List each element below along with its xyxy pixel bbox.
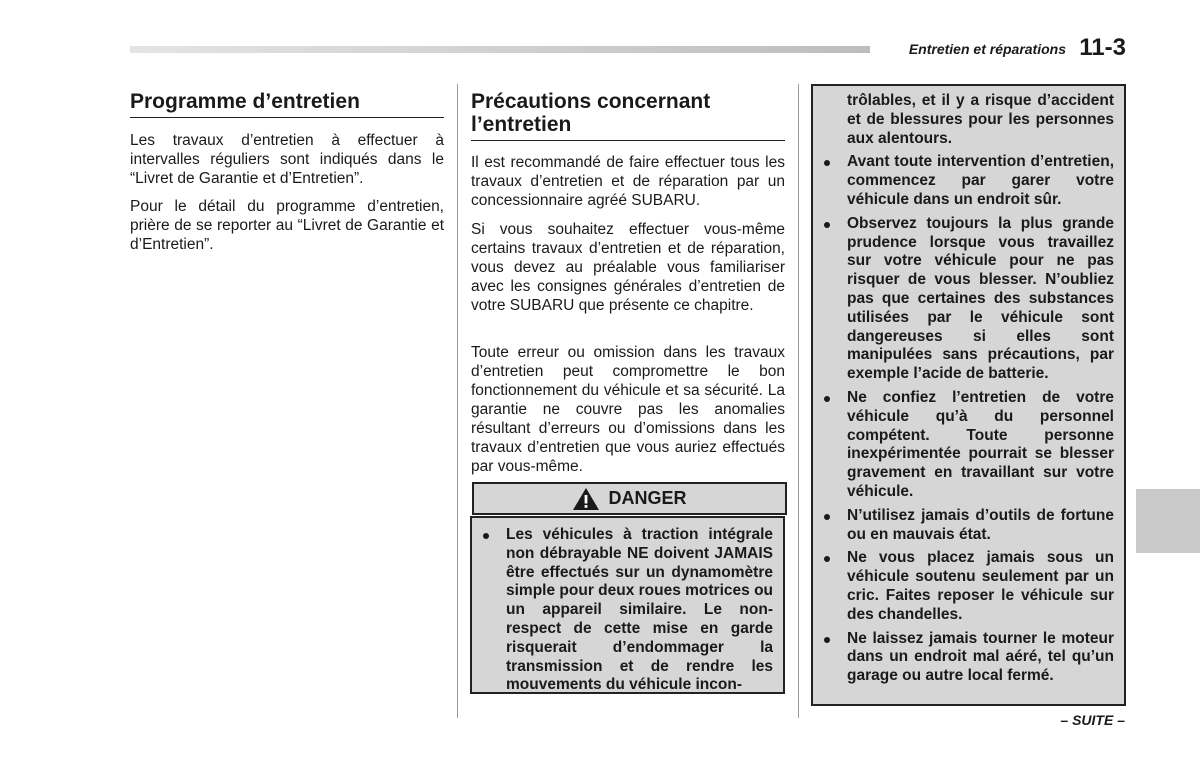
column-divider — [457, 84, 458, 718]
danger-continuation-text: trôlables, et il y a risque d’accident et de blessures pour les personnes aux alentours. — [847, 92, 1114, 147]
bullet-dot — [824, 160, 830, 166]
danger-item-text: Les véhicules à traction intégrale non débrayable NE doivent JAMAIS être effectués sur un dynamomètre simple pour deux roues motrices ou un appareil similaire. Le non-respect de cette mise en garde risquerait d’endommager la transmission et de rendre les mouvements du véhicule incon- — [506, 526, 774, 694]
danger-label: DANGER — [608, 488, 687, 508]
danger-item-text: Ne confiez l’entretien de votre véhicule qu’à du personnel compétent. Toute personne inexpérimentée pourrait se blesser gravement en travaillant sur votre véhicule. — [847, 388, 1114, 500]
danger-list-item — [472, 526, 773, 695]
paragraph: Il est recommandé de faire effectuer tous les travaux d’entretien et de réparation par un concessionnaire agréé SUBARU. — [471, 154, 785, 209]
section-title-maintenance-precautions: Précautions concernant l’entretien — [471, 90, 785, 141]
danger-item-text: N’utilisez jamais d’outils de fortune ou en mauvais état. — [847, 506, 1114, 543]
paragraph: Toute erreur ou omission dans les travaux d’entretien peut compromettre le bon fonctionnement du véhicule et sa sécurité. La garantie ne couvre pas les anomalies résultant d’erreurs ou d’omissions dans les travaux d’entretien que vous auriez effectués par vous-même. — [471, 344, 785, 475]
column-divider — [798, 84, 799, 718]
running-header-title: Entretien et réparations — [908, 41, 1066, 57]
page-number: 11-3 — [1079, 34, 1126, 61]
warning-triangle-icon — [572, 487, 600, 511]
danger-item-text: Avant toute intervention d’entretien, commencez par garer votre véhicule dans un endroit sûr. — [847, 153, 1114, 208]
danger-list-item — [813, 549, 1114, 624]
bullet-dot — [824, 514, 830, 520]
bullet-dot — [824, 637, 830, 643]
danger-item-text: Observez toujours la plus grande prudence lorsque vous travaillez sur votre véhicule pour ne pas risquer de vous blesser. N’oubliez pas que certaines des substances utilisées par le véhicule sont dangereuses si elles sont manipulées sans précautions, par exemple l’acide de batterie. — [847, 214, 1114, 383]
chapter-thumb-tab — [1136, 489, 1200, 553]
danger-list-item — [813, 153, 1114, 209]
danger-list-item — [813, 630, 1114, 686]
danger-item-text: Ne laissez jamais tourner le moteur dans un endroit mal aéré, tel qu’un garage ou autre local fermé. — [847, 629, 1114, 685]
danger-list-item — [813, 215, 1114, 384]
header-rule — [130, 46, 870, 53]
bullet-dot — [824, 556, 830, 562]
bullet-dot — [483, 533, 489, 539]
continued-label: – SUITE – — [1060, 712, 1125, 728]
danger-list-item — [813, 389, 1114, 502]
danger-box — [470, 516, 785, 694]
danger-box-continued — [811, 84, 1126, 706]
danger-list-item — [813, 507, 1114, 545]
section-title-maintenance-schedule: Programme d’entretien — [130, 90, 444, 118]
danger-header — [472, 482, 787, 515]
paragraph: Les travaux d’entretien à effectuer à intervalles réguliers sont indiqués dans le “Livret de Garantie et d’Entretien”. — [130, 132, 444, 187]
bullet-dot — [824, 222, 830, 228]
paragraph: Si vous souhaitez effectuer vous-même certains travaux d’entretien et de réparation, vous devez au préalable vous familiariser avec les consignes générales d’entretien de votre SUBARU que présente ce chapitre. — [471, 221, 785, 314]
danger-item-text: Ne vous placez jamais sous un véhicule soutenu seulement par un cric. Faites reposer le véhicule sur des chandelles. — [847, 549, 1114, 623]
paragraph: Pour le détail du programme d’entretien, prière de se reporter au “Livret de Garantie et d’Entretien”. — [130, 198, 444, 253]
bullet-dot — [824, 396, 830, 402]
